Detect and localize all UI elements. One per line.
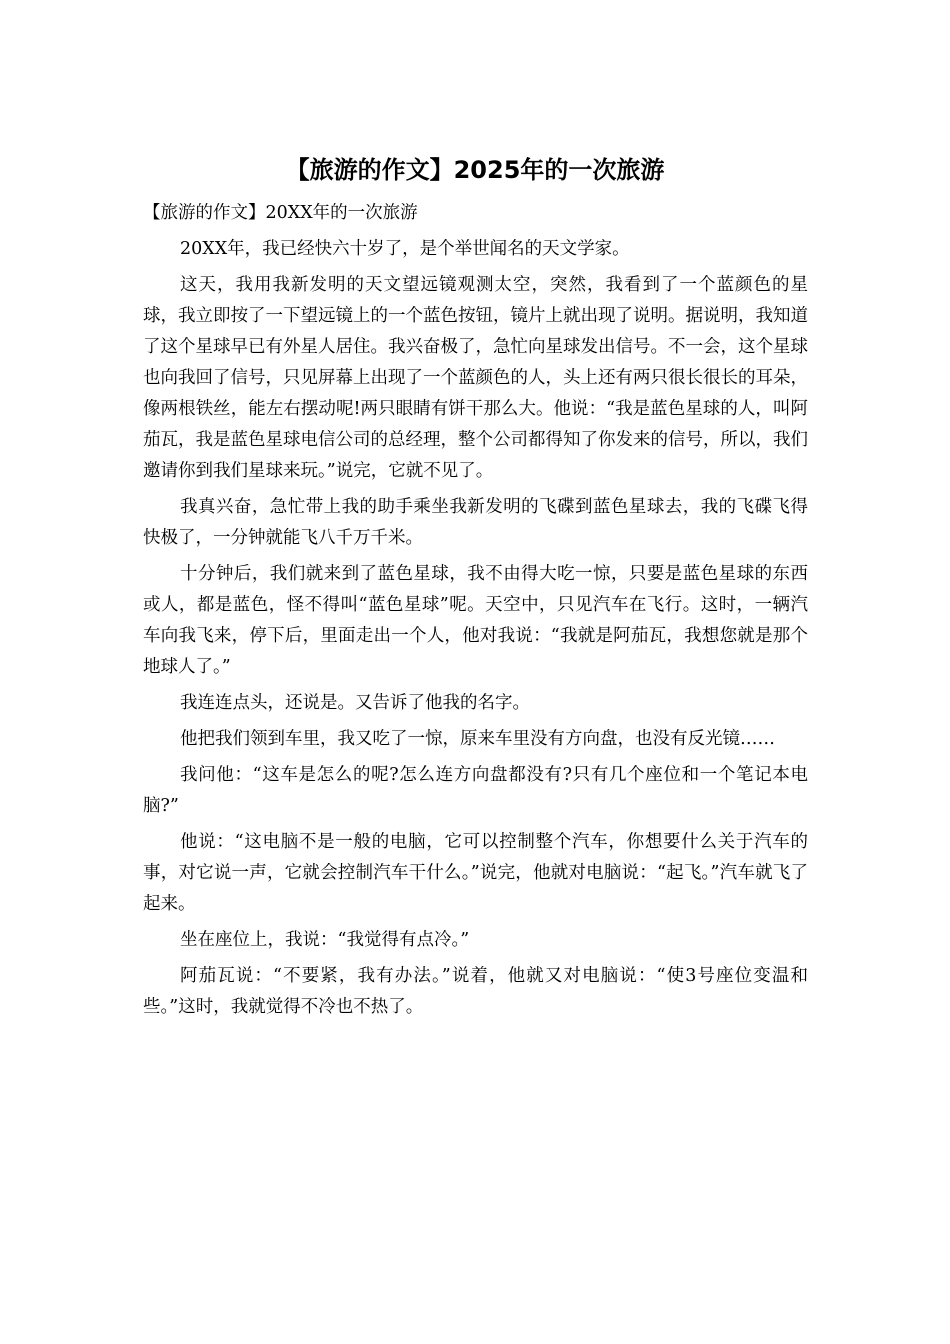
paragraph: 他说：“这电脑不是一般的电脑，它可以控制整个汽车，你想要什么关于汽车的事，对它说一声，它就会控制汽车干什么。”说完，他就对电脑说：“起飞。”汽车就飞了起来。	[143, 832, 808, 914]
document-subtitle: 【旅游的作文】20XX年的一次旅游	[143, 203, 418, 223]
document-title: 【旅游的作文】2025年的一次旅游	[285, 156, 665, 184]
paragraph: 这天，我用我新发明的天文望远镜观测太空，突然，我看到了一个蓝颜色的星球，我立即按了一下望远镜上的一个蓝色按钮，镜片上就出现了说明。据说明，我知道了这个星球早已有外星人居住。我兴奋极了，急忙向星球发出信号。不一会，这个星球也向我回了信号，只见屏幕上出现了一个蓝颜色的人，头上还有两只很长很长的耳朵，像两根铁丝，能左右摆动呢!两只眼睛有饼干那么大。他说：“我是蓝色星球的人，叫阿茄瓦，我是蓝色星球电信公司的总经理，整个公司都得知了你发来的信号，所以，我们邀请你到我们星球来玩。”说完，它就不见了。	[143, 275, 808, 481]
paragraph: 我问他：“这车是怎么的呢?怎么连方向盘都没有?只有几个座位和一个笔记本电脑?”	[143, 765, 808, 816]
paragraph: 我连连点头，还说是。又告诉了他我的名字。	[180, 693, 530, 713]
paragraph: 阿茄瓦说：“不要紧，我有办法。”说着，他就又对电脑说：“使3号座位变温和些。”这时，我就觉得不冷也不热了。	[143, 966, 808, 1017]
paragraph: 他把我们领到车里，我又吃了一惊，原来车里没有方向盘，也没有反光镜……	[180, 729, 775, 749]
paragraph: 十分钟后，我们就来到了蓝色星球，我不由得大吃一惊，只要是蓝色星球的东西或人，都是蓝色，怪不得叫“蓝色星球”呢。天空中，只见汽车在飞行。这时，一辆汽车向我飞来，停下后，里面走出一个人，他对我说：“我就是阿茄瓦，我想您就是那个地球人了。”	[143, 564, 808, 677]
paragraph: 我真兴奋，急忙带上我的助手乘坐我新发明的飞碟到蓝色星球去，我的飞碟飞得快极了，一分钟就能飞八千万千米。	[143, 497, 808, 548]
document-body	[143, 198, 808, 1028]
paragraph: 坐在座位上，我说：“我觉得有点冷。”	[180, 930, 470, 950]
paragraph: 20XX年，我已经快六十岁了，是个举世闻名的天文学家。	[180, 239, 630, 259]
